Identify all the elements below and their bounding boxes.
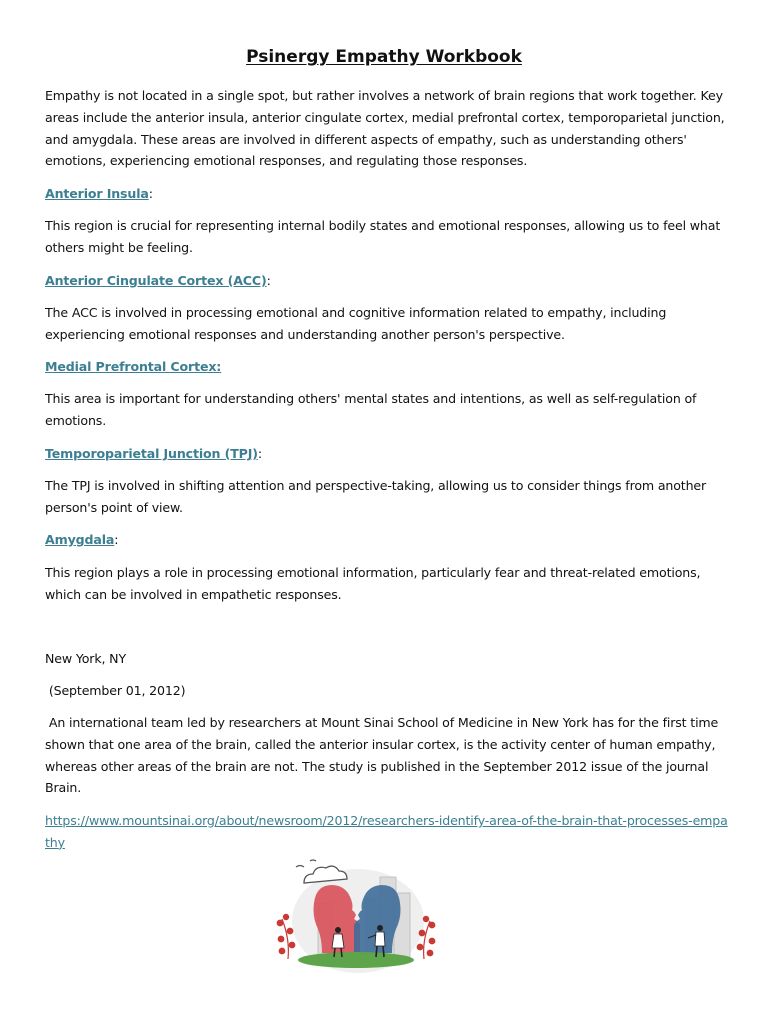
anterior-insula-link[interactable]: Anterior Insula <box>45 186 149 201</box>
news-location: New York, NY <box>45 651 126 666</box>
news-date: (September 01, 2012) <box>45 683 186 698</box>
section-heading-amygdala: Amygdala: <box>45 532 119 547</box>
news-source <box>45 810 730 854</box>
grass-ground <box>298 952 414 968</box>
news-body: An international team led by researchers at Mount Sinai School of Medicine in New York has for the first time shown that one area of the brain, called the anterior insular cortex, is the activity center of human empathy, whereas other areas of the brain are not. The study is published in the September 2012 issue of the journal Brain. <box>45 715 722 796</box>
section-heading-mpfc <box>45 356 730 378</box>
section-body-acc: The ACC is involved in processing emotional and cognitive information related to empathy, including experiencing emotional responses and understanding another person's perspective. <box>45 305 667 342</box>
amygdala-link[interactable]: Amygdala <box>45 532 115 547</box>
section-heading-tpj: Temporoparietal Junction (TPJ): <box>45 446 262 461</box>
section-body-tpj: The TPJ is involved in shifting attention and perspective-taking, allowing us to consider things from another person's point of view. <box>45 478 707 515</box>
intro-paragraph: Empathy is not located in a single spot, but rather involves a network of brain regions that work together. Key areas include the anterior insula, anterior cingulate cortex, medial prefrontal cortex, temporoparietal junction, and amygdala. These areas are involved in different aspects of empathy, such as understanding others' emotions, experiencing emotional responses, and regulating those responses. <box>45 88 725 169</box>
tpj-link[interactable]: Temporoparietal Junction (TPJ) <box>45 446 258 461</box>
mpfc-link[interactable]: Medial Prefrontal Cortex: <box>45 359 222 374</box>
empathy-heads-illustration <box>272 855 442 975</box>
section-heading-acc: Anterior Cingulate Cortex (ACC): <box>45 273 271 288</box>
birds-icon <box>296 860 316 867</box>
acc-link[interactable]: Anterior Cingulate Cortex (ACC) <box>45 273 267 288</box>
section-body-mpfc: This area is important for understanding others' mental states and intentions, as well as self-regulation of emotions. <box>45 391 697 428</box>
section-heading-anterior-insula: Anterior Insula: <box>45 186 153 201</box>
page-title: Psinergy Empathy Workbook <box>246 47 522 67</box>
section-body-amygdala: This region plays a role in processing emotional information, particularly fear and threat-related emotions, which can be involved in empathetic responses. <box>45 565 701 602</box>
source-url-link[interactable]: https://www.mountsinai.org/about/newsroom/2012/researchers-identify-area-of-the-brain-that-processes-empathy <box>45 813 728 850</box>
section-body-anterior-insula: This region is crucial for representing internal bodily states and emotional responses, allowing us to feel what others might be feeling. <box>45 218 721 255</box>
